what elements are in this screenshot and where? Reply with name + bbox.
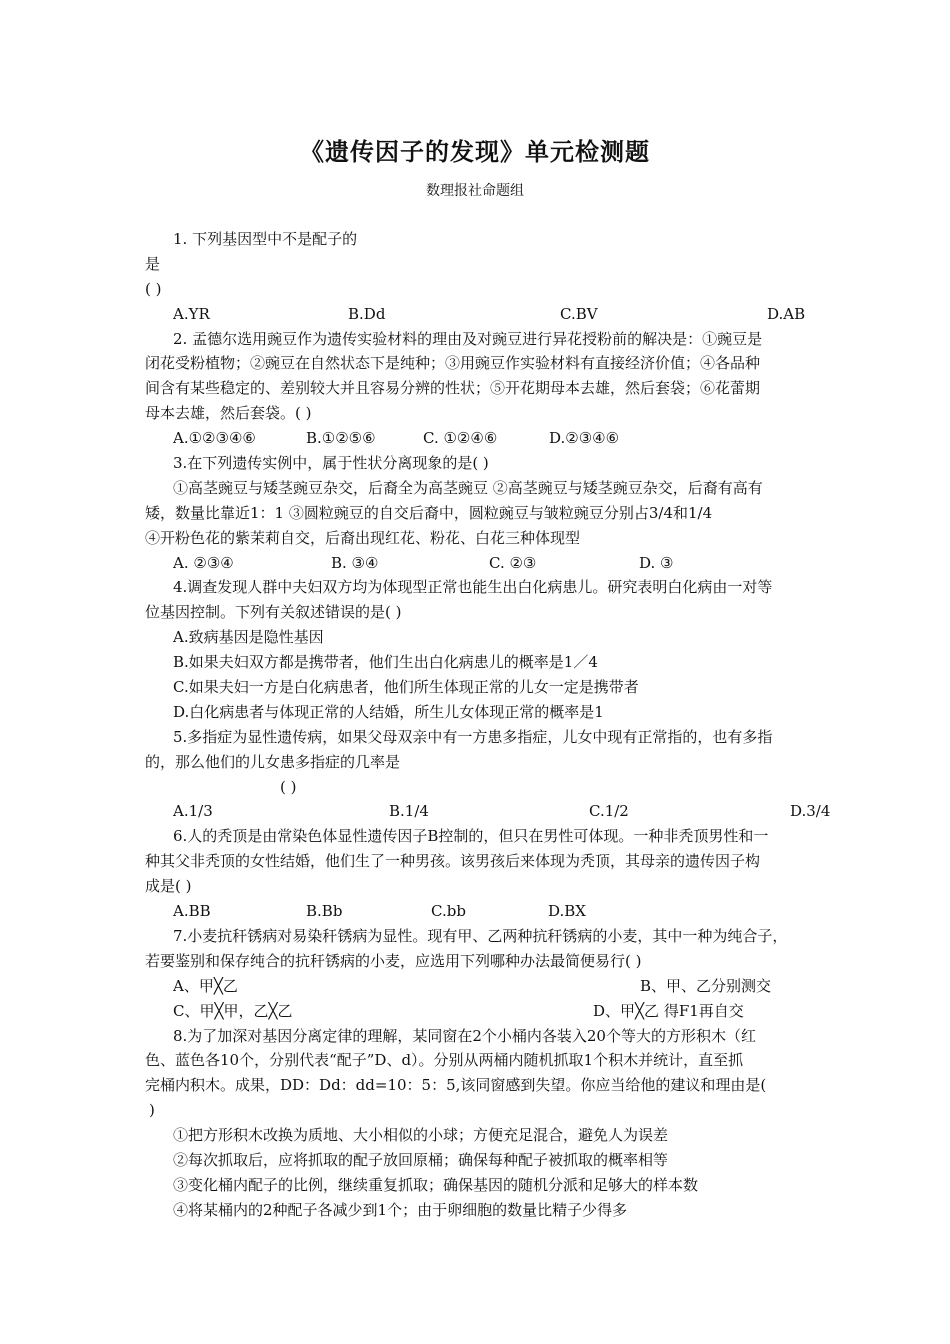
q8-item-2: ②每次抓取后，应将抓取的配子放回原桶；确保每种配子被抓取的概率相等: [173, 1150, 669, 1169]
q5-line: 的，那么他们的儿女患多指症的几率是: [145, 752, 401, 771]
q5-answer-paren: ( ): [280, 777, 297, 796]
q1-option-d: D.AB: [767, 304, 806, 323]
q3-line: 3.在下列遗传实例中，属于性状分离现象的是( ): [173, 454, 489, 473]
q1-options: [145, 302, 860, 327]
q2-line: 闭花受粉植物；②豌豆在自然状态下是纯种；③用豌豆作实验材料有直接经济价值；④各品种: [145, 354, 761, 373]
q3-line: 矮，数量比靠近1：1 ③圆粒豌豆的自交后裔中，圆粒豌豆与皱粒豌豆分别占3/4和1/4: [145, 503, 713, 522]
q4-option-a: A.致病基因是隐性基因: [173, 628, 324, 647]
q2-options: [145, 426, 860, 451]
q7-option-a: A、甲╳乙: [173, 976, 238, 995]
q8-line: 色、蓝色各10个，分别代表“配子”D、d）。分别从两桶内随机抓取1个积木并统计，直至抓: [145, 1051, 744, 1070]
q1-stem-cont: 是: [145, 254, 161, 273]
q5-option-c: C.1/2: [589, 802, 629, 821]
q7-option-b: B、甲、乙分别测交: [640, 976, 772, 995]
q5-line: 5.多指症为显性遗传病，如果父母双亲中有一方患多指症，儿女中现有正常指的，也有多指: [173, 727, 773, 746]
page-title: 《遗传因子的发现》单元检测题: [300, 138, 650, 166]
q2-line: 母本去雄，然后套袋。( ): [145, 404, 312, 423]
page-subtitle: 数理报社命题组: [426, 183, 524, 199]
q3-options: [145, 551, 860, 576]
q3-option-d: D. ③: [639, 553, 674, 572]
q6-option-a: A.BB: [173, 902, 211, 921]
q3-option-c: C. ②③: [489, 553, 537, 572]
q7-options-row1: [145, 974, 860, 999]
q7-options-row2: [145, 999, 860, 1024]
q7-option-c: C、甲╳甲，乙╳乙: [173, 1001, 293, 1020]
q6-line: 种其父非秃顶的女性结婚，他们生了一种男孩。该男孩后来体现为秃顶，其母亲的遗传因子构: [145, 852, 761, 871]
q2-option-d: D.②③④⑥: [549, 429, 620, 448]
q7-option-d: D、甲╳乙 得F1再自交: [593, 1001, 744, 1020]
q6-line: 成是( ): [145, 877, 192, 896]
q2-line: 间含有某些稳定的、差别较大并且容易分辨的性状；⑤开花期母本去雄，然后套袋；⑥花蕾期: [145, 379, 761, 398]
q1-stem: 1. 下列基因型中不是配子的: [173, 230, 358, 248]
q7-line: 若要鉴别和保存纯合的抗秆锈病的小麦，应选用下列哪种办法最简便易行( ): [145, 951, 642, 970]
q8-line: 8.为了加深对基因分离定律的理解，某同窗在2个小桶内各装入20个等大的方形积木（红: [173, 1026, 756, 1045]
q1-option-a: A.YR: [173, 304, 210, 323]
q8-line: 完桶内积木。成果，DD：Dd：dd=10：5：5,该同窗感到失望。你应当给他的建议和理由是(: [145, 1076, 767, 1095]
q1-option-c: C.BV: [560, 304, 598, 323]
q6-option-b: B.Bb: [306, 902, 343, 921]
q4-line: 4.调查发现人群中夫妇双方均为体现型正常也能生出白化病患儿。研究表明白化病由一对等: [173, 578, 773, 597]
q5-option-d: D.3/4: [790, 802, 831, 821]
q1-answer-paren: ( ): [145, 279, 162, 298]
q6-option-d: D.BX: [548, 902, 586, 921]
q3-option-a: A. ②③④: [173, 553, 234, 572]
q3-line: ①高茎豌豆与矮茎豌豆杂交，后裔全为高茎豌豆 ②高茎豌豆与矮茎豌豆杂交，后裔有高有: [173, 478, 763, 497]
q2-option-c: C. ①②④⑥: [423, 429, 498, 448]
q5-option-a: A.1/3: [173, 802, 213, 821]
q8-line: ): [149, 1101, 155, 1120]
q3-option-b: B. ③④: [331, 553, 379, 572]
q7-line: 7.小麦抗秆锈病对易染秆锈病为显性。现有甲、乙两种抗秆锈病的小麦，其中一种为纯合子，: [173, 926, 788, 945]
q8-item-1: ①把方形积木改换为质地、大小相似的小球；方便充足混合，避免人为误差: [173, 1126, 669, 1145]
q6-line: 6.人的秃顶是由常染色体显性遗传因子B控制的，但只在男性可体现。一种非秃顶男性和一: [173, 827, 769, 846]
q8-item-4: ④将某桶内的2种配子各减少到1个；由于卵细胞的数量比精子少得多: [173, 1200, 628, 1219]
q2-option-b: B.①②⑤⑥: [306, 429, 376, 448]
q4-option-b: B.如果夫妇双方都是携带者，他们生出白化病患儿的概率是1／4: [173, 653, 598, 672]
q5-options: [145, 799, 860, 824]
q2-line: 2. 孟德尔选用豌豆作为遗传实验材料的理由及对豌豆进行异花授粉前的解决是：①豌豆是: [173, 329, 763, 348]
q6-options: [145, 899, 860, 924]
q4-option-c: C.如果夫妇一方是白化病患者，他们所生体现正常的儿女一定是携带者: [173, 678, 639, 697]
q3-line: ④开粉色花的紫茉莉自交，后裔出现红花、粉花、白花三种体现型: [145, 528, 581, 547]
q6-option-c: C.bb: [431, 902, 466, 921]
question-list: [145, 227, 860, 1223]
q1-option-b: B.Dd: [348, 304, 386, 323]
q8-item-3: ③变化桶内配子的比例，继续重复抓取；确保基因的随机分派和足够大的样本数: [173, 1175, 699, 1194]
q4-option-d: D.白化病患者与体现正常的人结婚，所生儿女体现正常的概率是1: [173, 702, 604, 721]
q4-line: 位基因控制。下列有关叙述错误的是( ): [145, 603, 402, 622]
q5-option-b: B.1/4: [389, 802, 429, 821]
q2-option-a: A.①②③④⑥: [173, 429, 256, 448]
